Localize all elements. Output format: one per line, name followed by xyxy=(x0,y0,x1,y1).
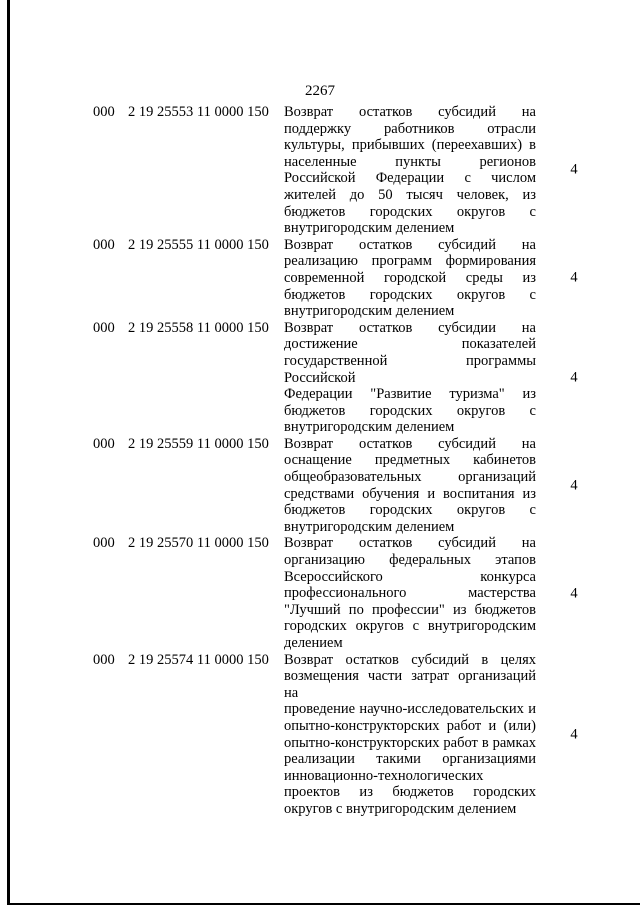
description-line: Возврат остатков субсидии на xyxy=(284,319,536,336)
description-line: реализацию программ формирования xyxy=(284,253,536,270)
description-line: инновационно-технологических xyxy=(284,767,484,784)
description-line: бюджетов городских округов с xyxy=(284,502,536,519)
budget-classification-code: 2 19 25555 11 0000 150 xyxy=(128,236,269,253)
description-line: оснащение предметных кабинетов xyxy=(284,452,536,469)
description-line: Возврат остатков субсидий на xyxy=(284,535,536,552)
amount-value: 4 xyxy=(570,269,578,286)
budget-classification-code: 2 19 25574 11 0000 150 xyxy=(128,651,269,668)
table-row xyxy=(0,652,640,818)
description-line: проектов из бюджетов городских xyxy=(284,784,536,801)
description-line: городских округов с внутригородским xyxy=(284,618,536,635)
amount-value: 4 xyxy=(570,369,578,386)
description-line: профессионального мастерства xyxy=(284,585,536,602)
income-description xyxy=(284,104,536,237)
admin-code: 000 xyxy=(93,435,115,452)
budget-classification-code: 2 19 25558 11 0000 150 xyxy=(128,319,269,336)
income-description xyxy=(284,652,536,818)
admin-code: 000 xyxy=(93,319,115,336)
description-line: внутригородским делением xyxy=(284,518,455,535)
description-line: жителей до 50 тысяч человек, из xyxy=(284,186,536,203)
description-line: Возврат остатков субсидий на xyxy=(284,104,536,120)
description-line: проведение научно-исследовательских и xyxy=(284,701,536,718)
description-line: поддержку работников отрасли xyxy=(284,120,536,137)
amount-value: 4 xyxy=(570,162,578,179)
table-row xyxy=(0,237,640,320)
income-description xyxy=(284,237,536,320)
description-line: организацию федеральных этапов xyxy=(284,552,536,569)
admin-code: 000 xyxy=(93,535,115,552)
budget-classification-code: 2 19 25570 11 0000 150 xyxy=(128,535,269,552)
description-line: делением xyxy=(284,635,343,651)
table-row xyxy=(0,436,640,536)
table-row xyxy=(0,104,640,237)
description-line: внутригородским делением xyxy=(284,220,455,237)
description-line: внутригородским делением xyxy=(284,303,455,320)
description-line: достижение показателей xyxy=(284,336,536,353)
amount-value: 4 xyxy=(570,726,578,743)
admin-code: 000 xyxy=(93,104,115,120)
description-line: современной городской среды из xyxy=(284,269,536,286)
description-line: Всероссийского конкурса xyxy=(284,568,536,585)
admin-code: 000 xyxy=(93,236,115,253)
budget-code-table xyxy=(0,104,640,818)
description-line: внутригородским делением xyxy=(284,419,455,436)
description-line: государственной программы Российской xyxy=(284,352,536,386)
income-description xyxy=(284,436,536,536)
description-line: реализации такими организациями xyxy=(284,751,536,768)
description-line: средствами обучения и воспитания из xyxy=(284,485,536,502)
description-line: общеобразовательных организаций xyxy=(284,469,536,486)
description-line: Возврат остатков субсидий в целях xyxy=(284,651,536,668)
amount-value: 4 xyxy=(570,477,578,494)
amount-value: 4 xyxy=(570,585,578,602)
page-number: 2267 xyxy=(305,83,335,99)
description-line: возмещения части затрат организаций на xyxy=(284,668,536,701)
description-line: культуры, прибывших (переехавших) в xyxy=(284,137,536,154)
income-description xyxy=(284,320,536,436)
description-line: Возврат остатков субсидий на xyxy=(284,435,536,452)
description-line: опытно-конструкторских работ в рамках xyxy=(284,734,536,751)
income-description xyxy=(284,535,536,651)
budget-classification-code: 2 19 25553 11 0000 150 xyxy=(128,104,269,120)
description-line: Российской Федерации с числом xyxy=(284,170,536,187)
description-line: Возврат остатков субсидий на xyxy=(284,236,536,253)
description-line: бюджетов городских округов с xyxy=(284,286,536,303)
budget-classification-code: 2 19 25559 11 0000 150 xyxy=(128,435,269,452)
table-row xyxy=(0,320,640,436)
description-line: бюджетов городских округов с xyxy=(284,402,536,419)
description-line: опытно-конструкторских работ и (или) xyxy=(284,717,536,734)
description-line: "Лучший по профессии" из бюджетов xyxy=(284,601,536,618)
admin-code: 000 xyxy=(93,651,115,668)
description-line: населенные пункты регионов xyxy=(284,153,536,170)
description-line: округов с внутригородским делением xyxy=(284,800,517,817)
description-line: Федерации "Развитие туризма" из xyxy=(284,386,536,403)
table-row xyxy=(0,535,640,651)
description-line: бюджетов городских округов с xyxy=(284,203,536,220)
